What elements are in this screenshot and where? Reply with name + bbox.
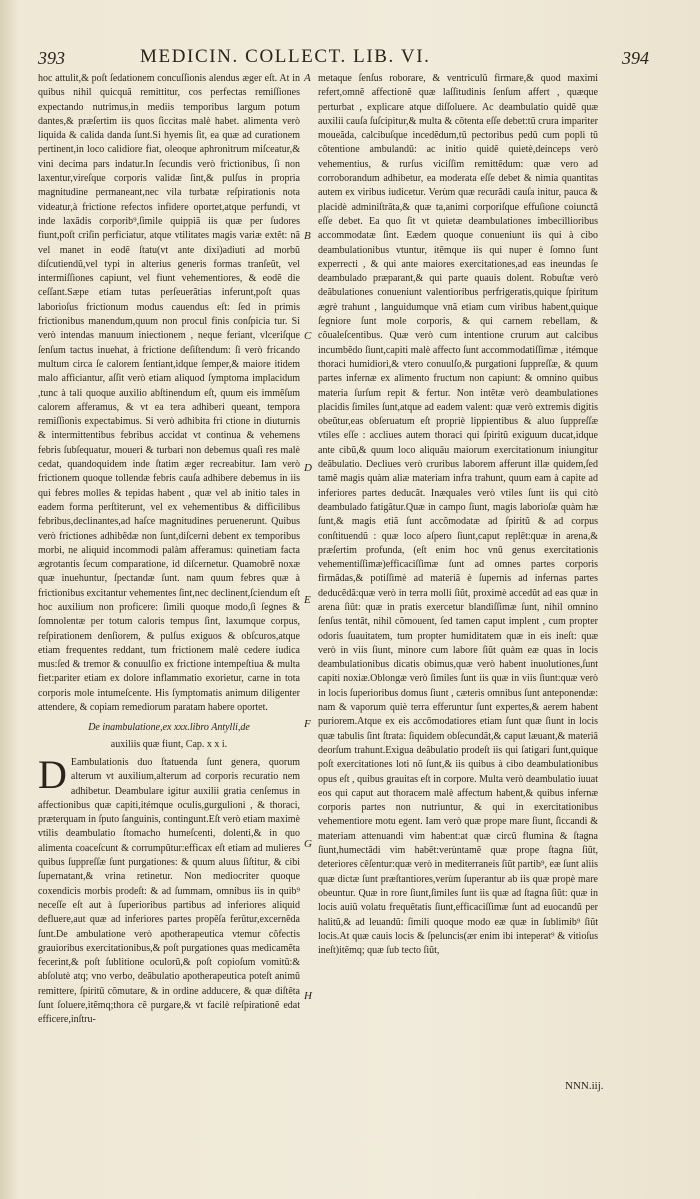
margin-letter-h: H (304, 990, 312, 1002)
margin-letter-b: B (304, 230, 311, 242)
right-column (318, 72, 598, 1072)
running-head: MEDICIN. COLLECT. LIB. VI. (140, 46, 431, 67)
paragraph-text: Eambulationis duo ſtatuenda ſunt genera, quorum alterum vt auxilium,alterum ad corporis recuratio nem adhibetur. Deambulare igitur auxilii gratia cenſemus in affectionibus quæ capiti,itémque oculis,gurgulioni , & thoraci, præterquam in ſputo ſanguinis, contingunt.Eſt verò etiam maximè vtilis deambulatio ſtomacho humeſcenti, dolenti,& in quo alimenta coaceſcunt & corrumpũtur:efficax eſt etiam ad mulieres quibus ſuppreſſæ ſunt purgationes: & quum aluus ſiſtitur, & cibi ſupernatant,& vrina retinetur. Non mediocriter quoque coxendicis morbis prodeſt: & ad ſummam, omnibus iis in quib⁹ neceſſe eſt aut à ſuperioribus partibus ad inferiores aliquid defluere,aut quæ ad inferiores partes propẽſa ferũtur,excernẽda ſunt.De ambulatione verò apotherapeutica vtemur cõfectis grauioribus exercitationibus,& poſt purgationes quas medicamẽta fecerint,& poſt ſublitione oculorũ,& poſt copioſum vomitũ:& abſolutè atq; vno verbo, deãbulatio apotherapeutica poteſt animũ remittere, ſpiritũ cõmutare, & in ordine adducere, & quæ diſtẽta ſunt ſoluere,itẽmq;thora cẽ purgare,& vt facilè reſpirationẽ edat efficere,inſtru- (38, 756, 300, 1026)
chapter-subtitle: auxiliis quæ fiunt, Cap. x x i. (110, 738, 228, 750)
left-column (38, 72, 300, 1082)
page-number-left: 393 (38, 48, 65, 68)
paragraph: hoc attulit,& poſt ſedationem concuſſionis alendus æger eſt. At in quibus nihil quicquã remittitur, cos perfectas remiſſiones expectando nutrimus,in mediis temporibus largum potum dantes,& præſertim iis quos ſiccitas malè habet. alimenta verò liquida & calida danda ſunt.Si hyemis ſit, ea quæ ad curationem pertinent,in loco calidiore fiat, oleoque aphronitrum miſceatur,& vini decima pars indatur.In ſecundis verò frictionibus, ſi non laxentur,vireſque corporis validæ ſint,& pulſus in propria magnitudine permaneant,nec vila turbatæ reſpirationis nota videatur,à frictione refectos infidere oportet,atque perfundi, vt inde laxãdis corporib⁹,ſimile quippiã iis quæ per ſudores fiunt,poſt criſin perficiatur, atque vtilitates magis variæ extẽt: nã vel manet in eodẽ ſtatu(vt ante dixi)adiuti ad morbũ diſcutiendũ,vel typi in alterius generis formas tranſeũt, vel intermiſſiones capiunt, vel fiunt vehementiores, & eodẽ die ceſſant.Sæpe etiam tutas perſeuerãtias inferunt,poſt quas laborioſus frictionum modus cauendus eſt: ſed in primis frictionibus manendum,quum non procul finis conſpicia tur. Si verò intendas manuum iniectionem , neque feriant, vlceriſque ſenſum tactus inuehat, à frictione deſiſtendum: ſi verò fricando multum circa ſe calorem ſentiant,idque ſemper,& maiore itidem malo afficiantur, aſſit verò etiam aliquod ſymptoma implacidum ,tunc à tali quoque auxilio abſtinendum eſt, quum eis immẽſum calorem afferamus, & vt ea tera adhiberi queant, tempora remiſſionis expectabimus. Si verò adhibita fri ctione in diuturnis & intermittentibus febribus accidat vt continua & vehemens febris ſubſequatur, moueri & turbari non debemus quaſi res malè cedat, quandoquidem inde ſtatim æger recreabitur. Iam verò frictionem quoque tollendæ febris cauſa adhibere debemus in iis qui febres molles & tepidas habent , quæ vel ab initio tales in eadem forma perſtiterunt, vel ex vehementibus & difficilibus febribus,declinantes,ad haſce magnitudines peruenerunt. Quibus verò frictiones adhibẽdæ non ſunt,diſcerni debent ex temporibus morbi, ne aliquid incommodi palàm afferamus: quinetiam facta ægrotantis ſecum comparatione, id diſcernetur. Quamobrẽ noxæ quæ inuehuntur, ſpectandæ ſunt. nam quum febres quæ à frictionibus excitantur vehementes ſint,nec declinent,ſciendum eſt hoc auxilium non proficere: ſimili quoque modo,ſi ſegnes & ſomnolentæ per totum caloris tempus ſint, laxumque corpus, reſpirationem denſiorem, & pulſus exiguos & obſcuros,atque etiam frequentes reddant, tum frictionem malè cedere iudica mus:ſed & tremor & conuulſio ex frictione intempeſtiua & multa fiet:pariter etiam ex dolore inflammatio exorietur, carne in tota corporis mole intumeſcente. His ſymptomatis animum diligenter attendere, & copiam remediorum paratam habere oportet. (38, 73, 300, 714)
margin-letter-d: D (304, 462, 312, 474)
chapter-title: De inambulatione,ex xxx.libro Antylli,de (88, 722, 250, 734)
drop-cap: D (38, 751, 67, 797)
paragraph: metaque ſenſus roborare, & ventriculũ firmare,& quod maximi refert,omnẽ affectionẽ quæ laſſitudinis ſenſum affert , quæque perturbat , explicare atque diſſoluere. Ac deambulatio quidẽ quæ auxilii cauſa ſuſcipitur,& multa & cõtenta eſſe debet:tũ crura impariter moueãda, calcibuſque incedẽdum,tũ pectoribus pedũ cum popli tũ cõtentione ambulandũ: ac initio quidẽ quietè,deinceps verò vehementius, & rurſus viciſſim remittẽdum: quæ vero ad corroborandum adhibetur, ea moderata eſſe debet & nimia quantitas autem ex viribus iudicetur. Verùm quæ recurãdi cauſa initur, pauca & placidè adminiſtrãta,& quæ ta,animi corporiſque effuſione coiunctã eſſe debet. Ea quo ſit vt quietæ deambulationes imbecillioribus accommodatæ ſint. Eædem quoque conueniunt iis qui à cibo deambulationibus vtuntur, itẽmque iis qui nuper è ſomno ſunt experrecti , & qui ante maiores exercitationes,ad eas ineundas ſe deambulado præparant,& qui parte quauis dolent. Robuſtæ verò deãbulationes conueniunt valentioribus perfrigeratis,quique ſpiritum ægrè trahunt , languidumque vnã etiam cum viribus habent,quique ſegniore ſunt mole corporis, & qui carnem rebellam, & cõualeſcentibus. Quæ verò cum intentione crurum aut calcibus incumbẽdo ſiunt,capiti malè affecto ſunt accommodatiſſimæ , itémque thoraci humidiori,& vtero conuulſo,& purgationi ſuppreſſæ, & quum partes infernæ ex alimento fructum non capiunt: & omnino quibus materia ſurſum repit & fertur. Non intẽtæ verò deambulationes placidis ſimiles ſunt,atque ad eadem valent: quæ verò extremis digitis obeũtur,eas obſeruatum eſt propriè lippientibus & aluo ſuppreſſæ vtiles eſſe : accliues autem thoraci qui ſpiritũ exiguum ducat,idque ante cibũ,& quum loco aliquãu maiorum exercitationum iniungitur deãbulatio. Decliues verò cruribus laborem afferunt illæ quidem,ſed tamẽ magis quàm aliæ materiam infra trahunt, quum eam à capite ad inferiores partes deducãt. Inæquales verò vtiles ſunt iis qui citò deambulado fatigãtur.Quæ in campo ſiunt, magis laborioſæ quàm hæ ſunt,& magis etiã ſunt accõmodatæ ad ſpiritũ & ad corpus conſtituendũ : quæ loco aſpero ſiunt,caput replẽt:quæ in arena,& præſertim profunda, (eſt enim hoc vnũ genus exercitationis vehementiſſimæ)efficaciſſimæ ſunt ad omnes partes corporis firmãdas,& potiſſimè ad materiã è ſupernis ad infernas partes deducẽdã:quæ verò in terra molli ſiũt, proximè accedũt ad eas quæ in arena ſiũt: quæ in pratis exercetur blandiſſimæ ſunt, nihil omnino ſenſus tentãt, nihil cõmouent, ſed tamen caput implent , cum propter odoris ſuauitatem, tum propter humiditatem quæ in eis ineſt: quæ verò in viis ſiunt, minore cum labore ſiũt quàm eæ quas in locis deambulationibus dicatis obimus,quæ verò habent inuolutiones,ſunt capiti noxiæ.Oblongæ verò ſimiles ſunt iis quæ in viis ſiunt:quæ verò in locis ſuperioribus domus ſiunt , cæteris omnibus ſunt anteponendæ: nam & vaporum quiè terra efferuntur ſunt expertes,& aerem habent puriorem.Atque ex eis accõmodatiores etiam ſunt quæ ſiunt in locis quæ tabulis ſint ſtrata: ſiquidem obſecundãt,& caput læuant,& materiã deorſum trahunt.Exigua deãbulatio prodeſt iis qui ſatigari ſunt,quique poſt exercitationes loti nõ ſunt,& iis quibus à cibo deambulationibus opus eſt , quibus grauitas eſt in corpore. Multa verò deambulatio iuuat eos qui caput aut thoracem malè affectum habent,& quibus infernæ corporis partes non nutriuntur, & qui in exercitationibus vehementiore motu egent. Iam verò quæ prope mare ſiunt, ſiccandi & materiam attenuandi vim habent:at quæ circũ flumina & ſtagna ſiunt,humectãdi vim habẽt:verùntamẽ quæ prope ſtagna ſiũt, deteriores cẽſentur:quæ verò in mediterraneis ſiũt partib⁹, eæ ſunt aliis quæ dictæ ſunt præſtantiores,verùm ſuperantur ab iis quæ propè mare obeuntur. Quæ in rore ſiunt,ſimiles ſunt iis quæ ad ſtagna ſiũt: quæ in locis auiũ volatu frequẽtatis ſiunt,efficaciſſimæ ſunt ad euocandũ per halitũ,& ad leuandũ: ſimili quoque modo eæ quæ in ſublimib⁹ ſiũt locis.At quæ cauis locis & ſpeluncis(ær enim ibi inteperat⁹ & vitioſus ineſt)itẽmq; quæ ſub tecto ſiũt, (318, 73, 598, 957)
page-number-right: 394 (622, 48, 649, 68)
paragraph (38, 751, 300, 1028)
margin-letter-a: A (304, 72, 311, 84)
page-header (0, 40, 700, 70)
margin-letter-e: E (304, 594, 311, 606)
signature-mark: NNN.iij. (565, 1080, 604, 1092)
margin-letter-f: F (304, 718, 311, 730)
margin-letter-g: G (304, 838, 312, 850)
margin-letter-c: C (304, 330, 312, 342)
